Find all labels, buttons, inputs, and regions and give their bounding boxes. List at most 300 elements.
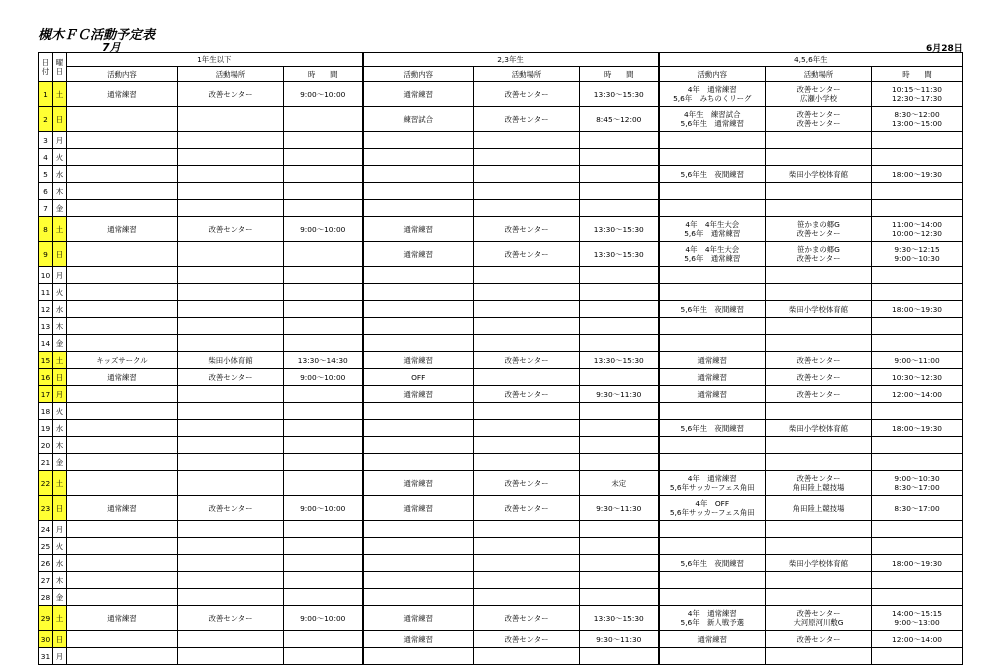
table-row xyxy=(39,166,963,183)
activity-cell-group-1 xyxy=(67,335,178,352)
place-cell-group-2 xyxy=(474,267,580,284)
activity-cell-group-3: 4年 通常練習 5,6年 みちのくリーグ xyxy=(659,82,766,107)
activity-cell-group-1 xyxy=(67,200,178,217)
activity-cell-group-1 xyxy=(67,631,178,648)
place-cell-group-2 xyxy=(474,200,580,217)
place-cell-group-3: 柴田小学校体育館 xyxy=(766,301,872,318)
table-row xyxy=(39,589,963,606)
place-cell-group-2 xyxy=(474,589,580,606)
place-cell-group-1 xyxy=(178,631,284,648)
place-cell-group-3 xyxy=(766,335,872,352)
month-label: 7月 xyxy=(102,41,121,54)
day-column-header: 日 付 xyxy=(39,53,53,82)
activity-cell-group-3 xyxy=(659,589,766,606)
col-time-1: 時 間 xyxy=(284,67,363,82)
table-row xyxy=(39,284,963,301)
place-cell-group-3: 改善センター 改善センター xyxy=(766,107,872,132)
col-place-2: 活動場所 xyxy=(474,67,580,82)
time-cell-group-3 xyxy=(872,648,963,665)
time-cell-group-1 xyxy=(284,267,363,284)
activity-cell-group-1 xyxy=(67,471,178,496)
weekday: 月 xyxy=(53,132,67,149)
activity-cell-group-1 xyxy=(67,648,178,665)
time-cell-group-2: 8:45～12:00 xyxy=(580,107,659,132)
time-cell-group-2 xyxy=(580,538,659,555)
place-cell-group-3: 改善センター 広瀬小学校 xyxy=(766,82,872,107)
activity-cell-group-1 xyxy=(67,403,178,420)
activity-cell-group-3: 通常練習 xyxy=(659,631,766,648)
time-cell-group-2 xyxy=(580,200,659,217)
place-cell-group-1 xyxy=(178,386,284,403)
weekday: 日 xyxy=(53,631,67,648)
place-cell-group-1 xyxy=(178,589,284,606)
time-cell-group-2: 9:30～11:30 xyxy=(580,496,659,521)
place-cell-group-1 xyxy=(178,471,284,496)
weekday: 日 xyxy=(53,496,67,521)
time-cell-group-2: 未定 xyxy=(580,471,659,496)
activity-cell-group-1 xyxy=(67,183,178,200)
weekday: 土 xyxy=(53,82,67,107)
weekday: 日 xyxy=(53,369,67,386)
day-number: 19 xyxy=(39,420,53,437)
activity-cell-group-3: 4年 通常練習 5,6年サッカーフェス角田 xyxy=(659,471,766,496)
place-cell-group-3 xyxy=(766,521,872,538)
place-cell-group-1 xyxy=(178,403,284,420)
time-cell-group-1 xyxy=(284,200,363,217)
weekday: 土 xyxy=(53,352,67,369)
activity-cell-group-1 xyxy=(67,589,178,606)
time-cell-group-3: 10:15～11:30 12:30～17:30 xyxy=(872,82,963,107)
time-cell-group-2 xyxy=(580,420,659,437)
weekday: 金 xyxy=(53,200,67,217)
place-cell-group-2 xyxy=(474,132,580,149)
activity-cell-group-2 xyxy=(363,437,474,454)
time-cell-group-1 xyxy=(284,107,363,132)
time-cell-group-1 xyxy=(284,521,363,538)
place-cell-group-1: 改善センター xyxy=(178,217,284,242)
place-cell-group-3: 柴田小学校体育館 xyxy=(766,166,872,183)
col-activity-3: 活動内容 xyxy=(659,67,766,82)
activity-cell-group-3 xyxy=(659,132,766,149)
place-cell-group-1 xyxy=(178,538,284,555)
place-cell-group-2 xyxy=(474,454,580,471)
time-cell-group-2 xyxy=(580,572,659,589)
table-row xyxy=(39,648,963,665)
time-cell-group-3: 18:00～19:30 xyxy=(872,555,963,572)
table-row xyxy=(39,369,963,386)
activity-cell-group-1 xyxy=(67,521,178,538)
place-cell-group-1: 柴田小体育館 xyxy=(178,352,284,369)
activity-cell-group-3 xyxy=(659,149,766,166)
weekday: 月 xyxy=(53,521,67,538)
day-number: 30 xyxy=(39,631,53,648)
weekday: 土 xyxy=(53,217,67,242)
table-row xyxy=(39,420,963,437)
place-cell-group-2 xyxy=(474,166,580,183)
place-cell-group-2: 改善センター xyxy=(474,82,580,107)
table-row xyxy=(39,471,963,496)
time-cell-group-3 xyxy=(872,335,963,352)
time-cell-group-2: 9:30～11:30 xyxy=(580,386,659,403)
place-cell-group-1 xyxy=(178,284,284,301)
place-cell-group-2: 改善センター xyxy=(474,496,580,521)
activity-cell-group-1: 通常練習 xyxy=(67,606,178,631)
schedule-body xyxy=(39,82,963,665)
place-cell-group-1 xyxy=(178,318,284,335)
activity-cell-group-2 xyxy=(363,420,474,437)
place-cell-group-3 xyxy=(766,183,872,200)
time-cell-group-3: 10:30～12:30 xyxy=(872,369,963,386)
time-cell-group-3 xyxy=(872,521,963,538)
time-cell-group-2 xyxy=(580,318,659,335)
activity-cell-group-2 xyxy=(363,166,474,183)
place-cell-group-2 xyxy=(474,648,580,665)
time-cell-group-1 xyxy=(284,648,363,665)
activity-cell-group-3 xyxy=(659,284,766,301)
table-row xyxy=(39,318,963,335)
time-cell-group-3: 18:00～19:30 xyxy=(872,301,963,318)
activity-cell-group-3: 5,6年生 夜間練習 xyxy=(659,420,766,437)
table-row xyxy=(39,496,963,521)
time-cell-group-3 xyxy=(872,572,963,589)
place-cell-group-1: 改善センター xyxy=(178,82,284,107)
place-cell-group-3 xyxy=(766,437,872,454)
time-cell-group-1 xyxy=(284,318,363,335)
time-cell-group-2 xyxy=(580,267,659,284)
place-cell-group-3: 改善センター xyxy=(766,631,872,648)
printed-date: 6月28日 xyxy=(926,44,963,54)
activity-cell-group-3 xyxy=(659,538,766,555)
day-number: 24 xyxy=(39,521,53,538)
place-cell-group-3: 改善センター xyxy=(766,369,872,386)
activity-cell-group-1 xyxy=(67,454,178,471)
activity-cell-group-2: 通常練習 xyxy=(363,82,474,107)
time-cell-group-1 xyxy=(284,437,363,454)
time-cell-group-1 xyxy=(284,301,363,318)
table-row xyxy=(39,267,963,284)
place-cell-group-2 xyxy=(474,572,580,589)
weekday-column-header: 曜 日 xyxy=(53,53,67,82)
activity-cell-group-2 xyxy=(363,555,474,572)
table-row xyxy=(39,132,963,149)
col-activity-1: 活動内容 xyxy=(67,67,178,82)
day-number: 4 xyxy=(39,149,53,166)
time-cell-group-2: 13:30～15:30 xyxy=(580,217,659,242)
day-number: 12 xyxy=(39,301,53,318)
place-cell-group-1 xyxy=(178,200,284,217)
schedule-table xyxy=(38,52,963,665)
weekday: 木 xyxy=(53,183,67,200)
place-cell-group-2 xyxy=(474,555,580,572)
place-cell-group-1: 改善センター xyxy=(178,369,284,386)
day-number: 14 xyxy=(39,335,53,352)
weekday: 月 xyxy=(53,386,67,403)
place-cell-group-1 xyxy=(178,267,284,284)
activity-cell-group-3 xyxy=(659,648,766,665)
time-cell-group-2 xyxy=(580,648,659,665)
table-row xyxy=(39,217,963,242)
weekday: 日 xyxy=(53,242,67,267)
weekday: 月 xyxy=(53,267,67,284)
activity-cell-group-2 xyxy=(363,200,474,217)
activity-cell-group-1: キッズサークル xyxy=(67,352,178,369)
col-activity-2: 活動内容 xyxy=(363,67,474,82)
weekday: 水 xyxy=(53,420,67,437)
activity-cell-group-2: OFF xyxy=(363,369,474,386)
time-cell-group-3 xyxy=(872,454,963,471)
activity-cell-group-3 xyxy=(659,521,766,538)
time-cell-group-3: 11:00～14:00 10:00～12:30 xyxy=(872,217,963,242)
weekday: 火 xyxy=(53,149,67,166)
document-title: 槻木ＦＣ活動予定表 xyxy=(38,28,156,43)
activity-cell-group-2 xyxy=(363,318,474,335)
place-cell-group-1: 改善センター xyxy=(178,606,284,631)
activity-cell-group-1 xyxy=(67,132,178,149)
day-number: 31 xyxy=(39,648,53,665)
table-row xyxy=(39,555,963,572)
place-cell-group-2 xyxy=(474,149,580,166)
time-cell-group-3 xyxy=(872,183,963,200)
place-cell-group-1 xyxy=(178,301,284,318)
time-cell-group-3 xyxy=(872,589,963,606)
place-cell-group-3: 柴田小学校体育館 xyxy=(766,420,872,437)
time-cell-group-3 xyxy=(872,200,963,217)
time-cell-group-2: 13:30～15:30 xyxy=(580,242,659,267)
activity-cell-group-2: 通常練習 xyxy=(363,242,474,267)
place-cell-group-2: 改善センター xyxy=(474,386,580,403)
time-cell-group-1 xyxy=(284,538,363,555)
day-number: 28 xyxy=(39,589,53,606)
activity-cell-group-2 xyxy=(363,149,474,166)
place-cell-group-2: 改善センター xyxy=(474,217,580,242)
activity-cell-group-2 xyxy=(363,267,474,284)
weekday: 水 xyxy=(53,301,67,318)
place-cell-group-3 xyxy=(766,648,872,665)
time-cell-group-1: 9:00～10:00 xyxy=(284,82,363,107)
activity-cell-group-2 xyxy=(363,538,474,555)
table-row xyxy=(39,352,963,369)
activity-cell-group-2 xyxy=(363,454,474,471)
place-cell-group-2 xyxy=(474,420,580,437)
activity-cell-group-3 xyxy=(659,183,766,200)
place-cell-group-2 xyxy=(474,284,580,301)
activity-cell-group-2: 通常練習 xyxy=(363,352,474,369)
time-cell-group-3 xyxy=(872,538,963,555)
place-cell-group-2 xyxy=(474,369,580,386)
time-cell-group-1: 9:00～10:00 xyxy=(284,369,363,386)
place-cell-group-3 xyxy=(766,200,872,217)
place-cell-group-1: 改善センター xyxy=(178,496,284,521)
activity-cell-group-1 xyxy=(67,572,178,589)
weekday: 土 xyxy=(53,606,67,631)
place-cell-group-2: 改善センター xyxy=(474,352,580,369)
table-row xyxy=(39,572,963,589)
activity-cell-group-1 xyxy=(67,284,178,301)
place-cell-group-2 xyxy=(474,318,580,335)
col-time-2: 時 間 xyxy=(580,67,659,82)
place-cell-group-3 xyxy=(766,318,872,335)
time-cell-group-2 xyxy=(580,301,659,318)
activity-cell-group-2: 通常練習 xyxy=(363,606,474,631)
day-number: 21 xyxy=(39,454,53,471)
day-number: 13 xyxy=(39,318,53,335)
activity-cell-group-2 xyxy=(363,132,474,149)
activity-cell-group-3: 4年 4年生大会 5,6年 通常練習 xyxy=(659,242,766,267)
time-cell-group-2 xyxy=(580,589,659,606)
activity-cell-group-1 xyxy=(67,166,178,183)
activity-cell-group-2 xyxy=(363,284,474,301)
place-cell-group-1 xyxy=(178,648,284,665)
place-cell-group-3: 改善センター xyxy=(766,352,872,369)
day-number: 7 xyxy=(39,200,53,217)
activity-cell-group-3 xyxy=(659,335,766,352)
activity-cell-group-3 xyxy=(659,200,766,217)
place-cell-group-1 xyxy=(178,521,284,538)
place-cell-group-1 xyxy=(178,437,284,454)
place-cell-group-3 xyxy=(766,538,872,555)
time-cell-group-1 xyxy=(284,572,363,589)
activity-cell-group-2 xyxy=(363,301,474,318)
weekday: 水 xyxy=(53,166,67,183)
place-cell-group-3 xyxy=(766,403,872,420)
activity-cell-group-3: 4年 OFF 5,6年サッカーフェス角田 xyxy=(659,496,766,521)
activity-cell-group-2: 通常練習 xyxy=(363,496,474,521)
place-cell-group-1 xyxy=(178,166,284,183)
time-cell-group-3 xyxy=(872,437,963,454)
activity-cell-group-3: 5,6年生 夜間練習 xyxy=(659,166,766,183)
place-cell-group-2 xyxy=(474,183,580,200)
table-row xyxy=(39,437,963,454)
activity-cell-group-2: 通常練習 xyxy=(363,631,474,648)
place-cell-group-3: 改善センター 大河原河川敷G xyxy=(766,606,872,631)
group-header-1: 1年生以下 xyxy=(67,53,363,67)
place-cell-group-1 xyxy=(178,572,284,589)
place-cell-group-3 xyxy=(766,589,872,606)
table-row xyxy=(39,606,963,631)
place-cell-group-2: 改善センター xyxy=(474,631,580,648)
place-cell-group-3: 改善センター xyxy=(766,386,872,403)
time-cell-group-2: 13:30～15:30 xyxy=(580,352,659,369)
time-cell-group-3: 18:00～19:30 xyxy=(872,420,963,437)
day-number: 27 xyxy=(39,572,53,589)
col-place-3: 活動場所 xyxy=(766,67,872,82)
day-number: 25 xyxy=(39,538,53,555)
col-time-3: 時 間 xyxy=(872,67,963,82)
time-cell-group-3 xyxy=(872,132,963,149)
day-number: 10 xyxy=(39,267,53,284)
activity-cell-group-3: 5,6年生 夜間練習 xyxy=(659,555,766,572)
table-row xyxy=(39,454,963,471)
weekday: 木 xyxy=(53,437,67,454)
time-cell-group-1 xyxy=(284,242,363,267)
day-number: 26 xyxy=(39,555,53,572)
activity-cell-group-2: 練習試合 xyxy=(363,107,474,132)
time-cell-group-2: 13:30～15:30 xyxy=(580,82,659,107)
weekday: 金 xyxy=(53,335,67,352)
table-row xyxy=(39,538,963,555)
weekday: 木 xyxy=(53,318,67,335)
time-cell-group-3: 9:30～12:15 9:00～10:30 xyxy=(872,242,963,267)
place-cell-group-3: 角田陸上競技場 xyxy=(766,496,872,521)
day-number: 22 xyxy=(39,471,53,496)
time-cell-group-3: 8:30～17:00 xyxy=(872,496,963,521)
activity-cell-group-1 xyxy=(67,318,178,335)
day-number: 2 xyxy=(39,107,53,132)
place-cell-group-2 xyxy=(474,403,580,420)
table-row xyxy=(39,183,963,200)
weekday: 火 xyxy=(53,284,67,301)
place-cell-group-1 xyxy=(178,149,284,166)
time-cell-group-2 xyxy=(580,335,659,352)
time-cell-group-1 xyxy=(284,166,363,183)
time-cell-group-1 xyxy=(284,132,363,149)
day-number: 18 xyxy=(39,403,53,420)
activity-cell-group-1 xyxy=(67,149,178,166)
time-cell-group-2 xyxy=(580,284,659,301)
day-number: 29 xyxy=(39,606,53,631)
activity-cell-group-1 xyxy=(67,107,178,132)
activity-cell-group-2 xyxy=(363,648,474,665)
table-row xyxy=(39,301,963,318)
time-cell-group-2 xyxy=(580,403,659,420)
time-cell-group-2 xyxy=(580,132,659,149)
weekday: 火 xyxy=(53,538,67,555)
place-cell-group-1 xyxy=(178,132,284,149)
time-cell-group-1: 9:00～10:00 xyxy=(284,217,363,242)
day-number: 15 xyxy=(39,352,53,369)
time-cell-group-1 xyxy=(284,183,363,200)
weekday: 水 xyxy=(53,555,67,572)
activity-cell-group-3 xyxy=(659,437,766,454)
weekday: 日 xyxy=(53,107,67,132)
time-cell-group-1 xyxy=(284,471,363,496)
time-cell-group-2 xyxy=(580,437,659,454)
place-cell-group-3 xyxy=(766,284,872,301)
weekday: 土 xyxy=(53,471,67,496)
table-row xyxy=(39,386,963,403)
place-cell-group-1 xyxy=(178,555,284,572)
time-cell-group-2 xyxy=(580,521,659,538)
day-number: 17 xyxy=(39,386,53,403)
day-number: 20 xyxy=(39,437,53,454)
place-cell-group-2: 改善センター xyxy=(474,606,580,631)
place-cell-group-3: 改善センター 角田陸上競技場 xyxy=(766,471,872,496)
activity-cell-group-1 xyxy=(67,242,178,267)
activity-cell-group-1: 通常練習 xyxy=(67,217,178,242)
time-cell-group-1 xyxy=(284,403,363,420)
place-cell-group-3: 笹かまの郷G 改善センター xyxy=(766,242,872,267)
time-cell-group-3: 9:00～11:00 xyxy=(872,352,963,369)
time-cell-group-1 xyxy=(284,589,363,606)
place-cell-group-2 xyxy=(474,521,580,538)
activity-cell-group-1 xyxy=(67,437,178,454)
activity-cell-group-1 xyxy=(67,555,178,572)
time-cell-group-2 xyxy=(580,369,659,386)
time-cell-group-2 xyxy=(580,183,659,200)
day-number: 6 xyxy=(39,183,53,200)
time-cell-group-3: 14:00～15:15 9:00～13:00 xyxy=(872,606,963,631)
place-cell-group-3 xyxy=(766,132,872,149)
activity-cell-group-3 xyxy=(659,318,766,335)
table-row xyxy=(39,403,963,420)
day-number: 1 xyxy=(39,82,53,107)
activity-cell-group-2: 通常練習 xyxy=(363,217,474,242)
activity-cell-group-2 xyxy=(363,403,474,420)
place-cell-group-3: 笹かまの郷G 改善センター xyxy=(766,217,872,242)
activity-cell-group-1: 通常練習 xyxy=(67,496,178,521)
time-cell-group-1 xyxy=(284,631,363,648)
activity-cell-group-3: 通常練習 xyxy=(659,352,766,369)
